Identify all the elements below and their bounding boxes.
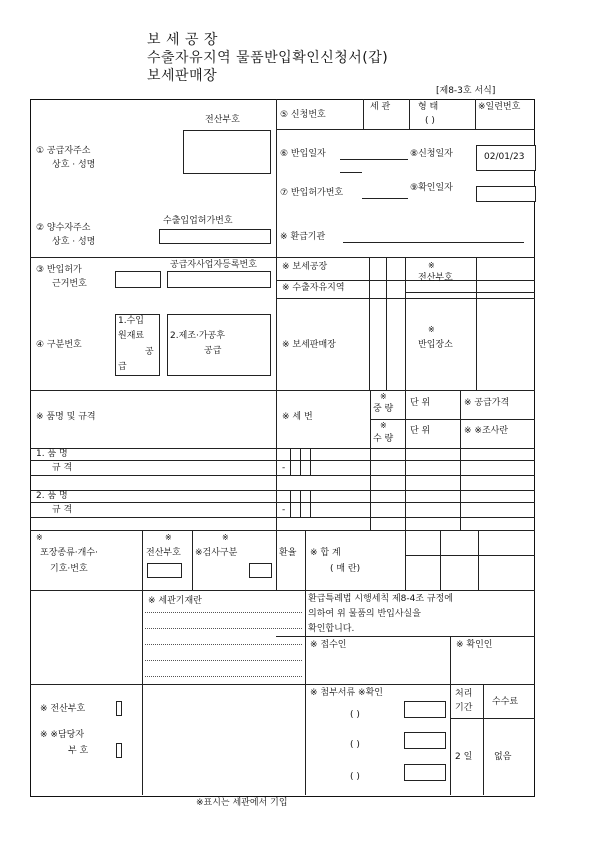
item2-name-label: 2. 품 명: [36, 491, 68, 501]
attachment-box-3[interactable]: [404, 764, 446, 781]
duty-free-shop-label: ※ 보세판매장: [282, 340, 336, 350]
officer-label-1: ※ ※담당자: [40, 730, 85, 740]
fee-label: 수수료: [492, 697, 519, 707]
refund-organization-label: ※ 환급기관: [280, 232, 326, 242]
customs-label: 세 관: [370, 102, 391, 112]
item1-spec-label: 규 격: [52, 463, 73, 473]
class2-line1: 2.제조·가공후: [170, 331, 225, 341]
permit-basis-box[interactable]: [115, 271, 161, 288]
attachments-label: ※ 첨부서류 ※확인: [310, 688, 383, 698]
footer-note: ※표시는 세관에서 기입: [196, 798, 288, 808]
confirmer-label: ※ 확인인: [456, 640, 493, 650]
confirm-date-label: ⑨확인일자: [410, 183, 453, 193]
exchange-rate-label: 환율: [279, 548, 297, 558]
packing-mark-3: ※: [222, 533, 229, 542]
inspection-type-box[interactable]: [249, 563, 272, 578]
receiver-label: ※ 접수인: [310, 640, 347, 650]
computer-code-label: 전산부호: [205, 115, 240, 125]
attachment-box-2[interactable]: [404, 732, 446, 749]
officer-label-2: 부 호: [68, 746, 89, 756]
supplier-business-number-box[interactable]: [167, 271, 271, 288]
supplier-address-label: ① 공급자주소: [36, 146, 91, 156]
supplier-name-label: 상호 · 성명: [52, 160, 96, 170]
unit-label-2: 단 위: [410, 426, 431, 436]
form-number: [제8-3호 서식]: [436, 86, 496, 96]
class2-line2: 공급: [204, 346, 222, 356]
item2-dash: -: [282, 505, 286, 515]
application-number-label: ⑤ 신청번호: [280, 110, 326, 120]
computer-code-box[interactable]: [183, 130, 271, 174]
bonded-factory-label: ※ 보세공장: [282, 262, 328, 272]
import-date-label: ⑥ 반입일자: [280, 149, 326, 159]
packing-label-2: 기호·번호: [50, 564, 88, 574]
serial-number-label: ※일련번호: [478, 102, 521, 112]
permit-basis-label2: 근거번호: [52, 279, 87, 289]
classification-label: ④ 구분번호: [36, 340, 82, 350]
permit-basis-label1: ③ 반입허가: [36, 265, 82, 275]
officer-code-box[interactable]: [116, 743, 122, 758]
officer-computer-code-box[interactable]: [116, 701, 122, 716]
item2-spec-label: 규 격: [52, 505, 73, 515]
tariff-number-label: ※ 세 번: [282, 412, 313, 422]
type-label: 형 태: [418, 102, 439, 112]
survey-price-label: ※ ※조사란: [464, 426, 509, 436]
form-title-line3: 보세판매장: [147, 68, 218, 84]
form-title-line2: 수출자유지역 물품반입확인신청서(갑): [147, 50, 389, 66]
quantity-label: 수 량: [373, 434, 394, 444]
total-label: ※ 합 계: [310, 548, 341, 558]
attachment-box-1[interactable]: [404, 701, 446, 718]
import-place-label: 반입장소: [418, 340, 453, 350]
application-date-value: 02/01/23: [484, 152, 525, 162]
form-title-line1: 보 세 공 장: [147, 32, 218, 48]
import-permit-number-label: ⑦ 반입허가번호: [280, 188, 344, 198]
officer-computer-code-label: ※ 전산부호: [40, 704, 86, 714]
processing-period-label-2: 기간: [455, 703, 473, 713]
computer-code2-label: 전산부호: [418, 273, 453, 283]
refund-text-1: 환급특례법 시행세칙 제8-4조 규정에: [308, 594, 453, 604]
attachment-paren-1: ( ): [350, 710, 360, 720]
export-import-permit-label: 수출입업허가번호: [163, 216, 233, 226]
type-paren: ( ): [425, 116, 435, 126]
attachment-paren-2: ( ): [350, 740, 360, 750]
class1-line4: 급: [118, 362, 127, 372]
processing-period-value: 2 일: [455, 752, 473, 762]
refund-text-2: 의하여 위 물품의 반입사실을: [308, 609, 421, 619]
packing-mark-1: ※: [36, 533, 43, 542]
refund-text-3: 확인합니다.: [308, 624, 355, 634]
computer-code2-mark: ※: [428, 261, 435, 270]
fee-value: 없음: [494, 752, 512, 762]
inspection-type-label: ※검사구분: [195, 548, 238, 558]
packing-computer-code-box[interactable]: [147, 563, 182, 578]
packing-mark-2: ※: [165, 533, 172, 542]
total-paren: ( 매 란): [330, 564, 361, 574]
supplier-business-number-label: 공급자사업자등록번호: [170, 260, 257, 270]
class1-line1: 1.수입: [118, 316, 144, 326]
import-place-mark: ※: [428, 325, 435, 334]
weight-mark: ※: [380, 392, 387, 401]
customs-notes-label: ※ 세관기재란: [148, 596, 202, 606]
quantity-mark: ※: [380, 421, 387, 430]
packing-computer-code-label: 전산부호: [146, 548, 181, 558]
transferee-address-label: ② 양수자주소: [36, 223, 91, 233]
confirm-date-box[interactable]: [476, 186, 536, 202]
attachment-paren-3: ( ): [350, 772, 360, 782]
unit-label-1: 단 위: [410, 398, 431, 408]
class1-line2: 원재료: [118, 331, 145, 341]
processing-period-label-1: 처리: [455, 689, 473, 699]
classification-option-2[interactable]: [167, 314, 271, 376]
supply-price-label: ※ 공급가격: [464, 398, 510, 408]
application-date-label: ⑧신청일자: [410, 149, 453, 159]
weight-label: 중 량: [373, 404, 394, 414]
transferee-name-label: 상호 · 성명: [52, 237, 96, 247]
item1-dash: -: [282, 463, 286, 473]
free-trade-zone-label: ※ 수출자유지역: [282, 283, 345, 293]
export-import-permit-box[interactable]: [159, 229, 271, 244]
class1-line3: 공: [145, 347, 154, 357]
item-name-spec-label: ※ 품명 및 규격: [36, 412, 96, 422]
item1-name-label: 1. 품 명: [36, 449, 68, 459]
packing-label-1: 포장종류·개수·: [40, 548, 98, 558]
